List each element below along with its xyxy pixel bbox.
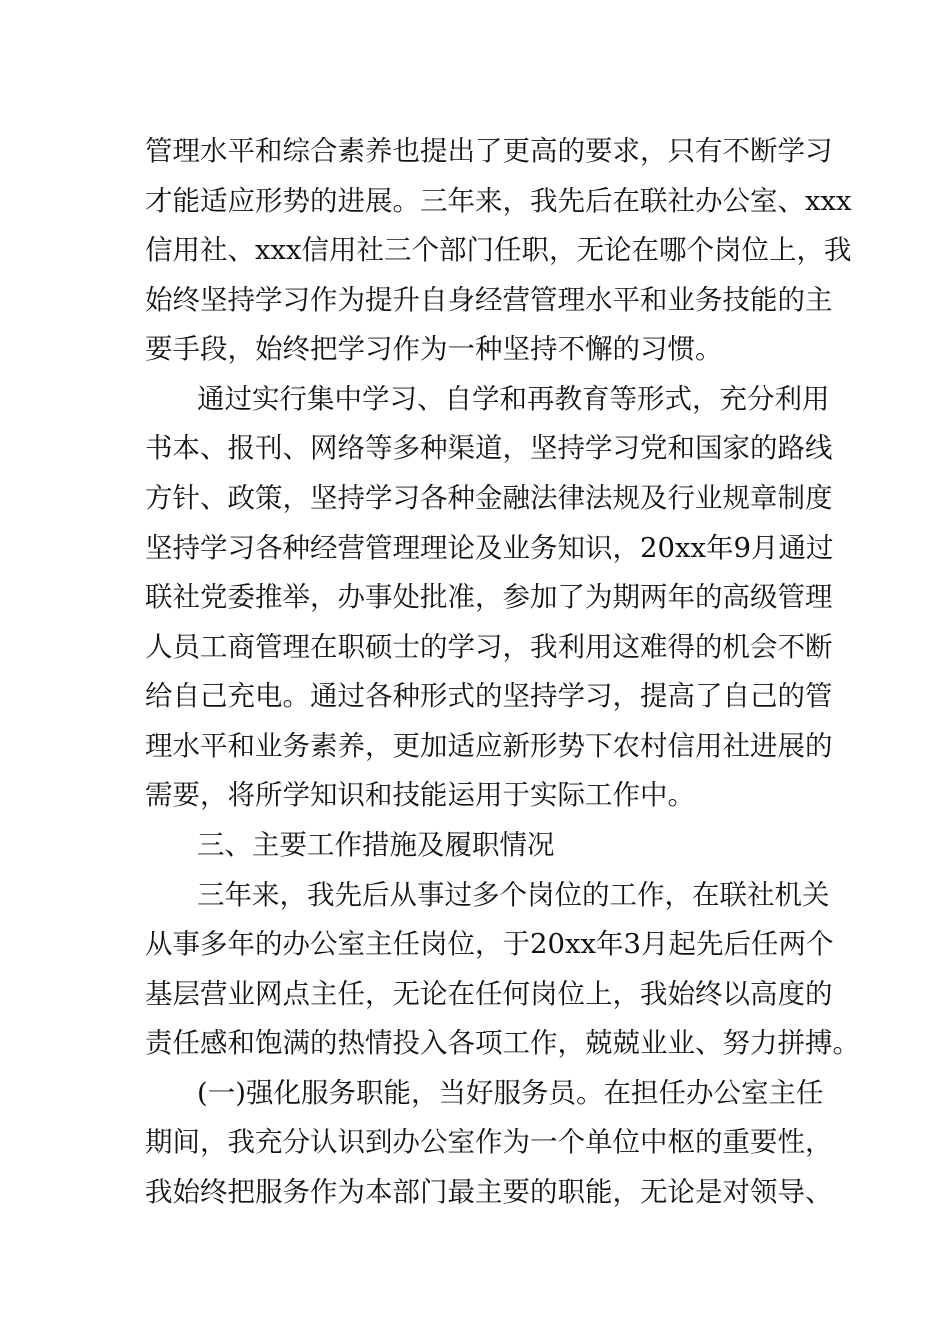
section-heading: 三、主要工作措施及履职情况 <box>197 829 555 861</box>
text-line: 需要，将所学知识和技能运用于实际工作中。 <box>145 779 695 811</box>
text-line: 书本、报刊、网络等多种渠道，坚持学习党和国家的路线 <box>145 432 833 464</box>
paragraph-first-line: 通过实行集中学习、自学和再教育等形式，充分利用 <box>197 383 830 415</box>
text-line: 人员工商管理在职硕士的学习，我利用这难得的机会不断 <box>145 631 833 663</box>
text-line: 坚持学习各种经营管理理论及业务知识，20xx年9月通过 <box>145 532 834 564</box>
text-line: 方针、政策，坚持学习各种金融法律法规及行业规章制度 <box>145 482 833 514</box>
text-line: 信用社、xxx信用社三个部门任职，无论在哪个岗位上，我 <box>145 234 852 266</box>
text-line: 联社党委推举，办事处批准，参加了为期两年的高级管理 <box>145 581 833 613</box>
paragraph-first-line: 三年来，我先后从事过多个岗位的工作，在联社机关 <box>197 879 830 911</box>
text-line: 我始终把服务作为本部门最主要的职能，无论是对领导、 <box>145 1176 833 1208</box>
text-line: 才能适应形势的进展。三年来，我先后在联社办公室、xxx <box>145 185 852 217</box>
text-line: 基层营业网点主任，无论在任何岗位上，我始终以高度的 <box>145 978 833 1010</box>
text-line: 始终坚持学习作为提升自身经营管理水平和业务技能的主 <box>145 284 833 316</box>
text-line: 管理水平和综合素养也提出了更高的要求，只有不断学习 <box>145 135 833 167</box>
text-line: 理水平和业务素养，更加适应新形势下农村信用社进展的 <box>145 730 833 762</box>
text-line: 期间，我充分认识到办公室作为一个单位中枢的重要性， <box>145 1126 833 1158</box>
text-line: 从事多年的办公室主任岗位，于20xx年3月起先后任两个 <box>145 928 834 960</box>
text-line: 给自己充电。通过各种形式的坚持学习，提高了自己的管 <box>145 680 833 712</box>
paragraph-first-line: (一)强化服务职能，当好服务员。在担任办公室主任 <box>197 1077 824 1109</box>
text-line: 责任感和饱满的热情投入各项工作，兢兢业业、努力拼搏。 <box>145 1027 860 1059</box>
text-line: 要手段，始终把学习作为一种坚持不懈的习惯。 <box>145 333 723 365</box>
